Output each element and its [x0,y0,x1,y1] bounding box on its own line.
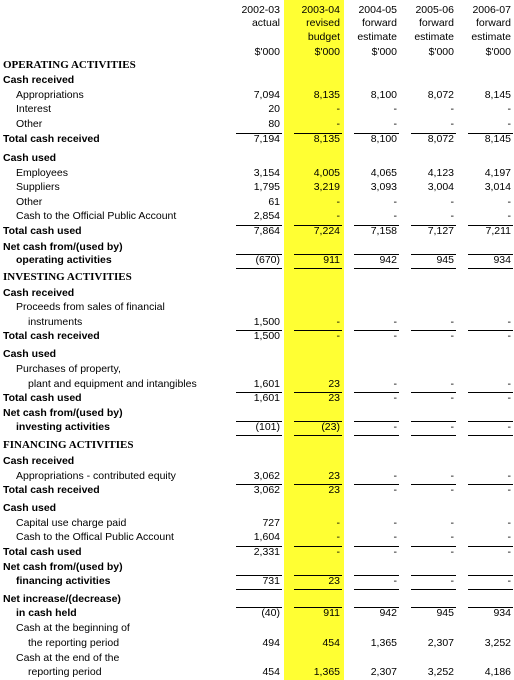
row-value: 945 [436,254,454,266]
row-value: - [450,470,454,482]
row-value: 3,154 [253,167,280,179]
column-header-year: 2006-07 [472,4,511,16]
total-rule [236,225,282,226]
row-value: - [393,470,397,482]
row-value: - [507,378,511,390]
total-rule [236,421,282,422]
row-label: Proceeds from sales of financial [16,301,165,313]
total-rule [294,607,342,608]
row-value: 3,062 [253,484,280,496]
column-header-year: 2004-05 [358,4,397,16]
row-value: - [450,103,454,115]
total-rule [411,330,456,331]
subtotal-rule [236,435,282,436]
row-label: Employees [16,167,68,179]
row-label: Capital use charge paid [16,517,127,529]
row-value: 1,365 [370,637,397,649]
row-value: - [393,316,397,328]
row-value: - [393,531,397,543]
subtotal-rule [294,435,342,436]
row-value: 23 [328,392,340,404]
row-label: OPERATING ACTIVITIES [3,59,136,71]
total-rule [468,575,513,576]
row-value: 911 [323,607,340,619]
row-value: - [393,517,397,529]
row-label: Cash used [3,348,57,360]
row-value: 7,194 [253,133,280,145]
row-value: - [507,546,511,558]
row-value: 3,093 [370,181,397,193]
row-value: 2,331 [253,546,280,558]
row-value: - [393,118,397,130]
row-value: 727 [262,517,280,529]
total-rule [354,330,399,331]
total-rule [236,607,282,608]
row-label: Net cash from/(used by) [3,561,123,573]
row-value: 23 [328,470,340,482]
row-value: - [507,484,511,496]
total-rule [354,254,399,255]
row-value: 3,062 [253,470,280,482]
total-rule [236,133,282,134]
row-value: 3,252 [484,637,511,649]
row-label: instruments [28,316,83,328]
row-label: INVESTING ACTIVITIES [3,271,132,283]
total-rule [411,133,456,134]
row-label: Appropriations - contributed equity [16,470,176,482]
row-value: - [507,196,511,208]
row-label: Net cash from/(used by) [3,407,123,419]
row-label: financing activities [16,575,111,587]
row-label: reporting period [28,666,102,678]
row-value: - [507,118,511,130]
row-value: - [450,575,454,587]
row-value: - [450,392,454,404]
row-label: investing activities [16,421,110,433]
subtotal-rule [236,268,282,269]
total-rule [294,484,342,485]
total-rule [354,546,399,547]
row-value: 8,100 [370,133,397,145]
row-value: 2,307 [427,637,454,649]
subtotal-rule [468,268,513,269]
row-label: Total cash used [3,546,82,558]
row-label: plant and equipment and intangibles [28,378,197,390]
row-label: FINANCING ACTIVITIES [3,439,134,451]
row-value: 8,100 [370,89,397,101]
total-rule [411,225,456,226]
row-value: - [336,517,340,529]
row-value: 2,854 [253,210,280,222]
row-value: 61 [268,196,280,208]
subtotal-rule [411,435,456,436]
total-rule [354,133,399,134]
row-value: - [507,316,511,328]
row-value: - [507,210,511,222]
row-value: 3,252 [427,666,454,678]
subtotal-rule [354,268,399,269]
row-value: 3,014 [484,181,511,193]
subtotal-rule [411,589,456,590]
row-value: 731 [262,575,280,587]
column-header-unit: $'000 [314,46,340,58]
row-value: 7,224 [313,225,340,237]
total-rule [411,575,456,576]
row-value: 454 [322,637,340,649]
total-rule [294,546,342,547]
total-rule [354,421,399,422]
row-value: 7,158 [370,225,397,237]
row-value: 20 [268,103,280,115]
row-value: (23) [321,421,340,433]
row-label: Net cash from/(used by) [3,241,123,253]
row-value: 1,365 [313,666,340,678]
row-value: 3,219 [313,181,340,193]
column-header-unit: $'000 [428,46,454,58]
row-value: - [336,196,340,208]
row-value: - [507,470,511,482]
row-value: - [393,421,397,433]
row-value: 4,186 [484,666,511,678]
subtotal-rule [468,589,513,590]
row-value: 494 [262,637,280,649]
total-rule [236,392,282,393]
row-value: - [507,421,511,433]
row-value: - [393,103,397,115]
row-label: Appropriations [16,89,84,101]
row-value: 934 [493,254,511,266]
row-value: - [450,196,454,208]
row-value: 8,145 [484,133,511,145]
row-value: - [450,546,454,558]
total-rule [411,607,456,608]
subtotal-rule [236,589,282,590]
row-value: 7,211 [485,225,511,237]
subtotal-rule [294,268,342,269]
row-value: - [393,546,397,558]
row-value: 80 [268,118,280,130]
row-label: the reporting period [28,637,120,649]
row-value: - [450,330,454,342]
subtotal-rule [354,589,399,590]
row-value: - [507,392,511,404]
row-value: 7,864 [253,225,280,237]
row-label: Total cash used [3,225,82,237]
row-value: (40) [261,607,280,619]
total-rule [411,546,456,547]
row-value: 1,500 [253,316,280,328]
row-label: Suppliers [16,181,60,193]
row-value: - [336,118,340,130]
column-header-sub2: estimate [414,31,454,43]
row-value: - [507,575,511,587]
total-rule [354,484,399,485]
total-rule [236,330,282,331]
row-value: 4,065 [370,167,397,179]
row-label: Net increase/(decrease) [3,593,121,605]
row-label: Other [16,118,43,130]
row-label: Cash at the beginning of [16,622,130,634]
total-rule [411,254,456,255]
total-rule [468,392,513,393]
row-value: - [450,531,454,543]
total-rule [294,330,342,331]
row-label: Other [16,196,43,208]
row-value: 942 [379,607,397,619]
subtotal-rule [354,435,399,436]
total-rule [354,607,399,608]
row-value: - [450,210,454,222]
row-label: Cash received [3,287,75,299]
column-header-year: 2005-06 [415,4,454,16]
row-value: - [336,316,340,328]
total-rule [468,484,513,485]
total-rule [468,421,513,422]
row-value: - [393,330,397,342]
row-value: 1,601 [253,392,280,404]
row-label: Cash received [3,455,75,467]
row-label: Purchases of property, [16,363,121,375]
column-header-sub1: actual [251,17,280,29]
column-header-sub1: forward [475,17,511,29]
row-value: 23 [328,378,340,390]
row-value: - [450,378,454,390]
total-rule [236,575,282,576]
total-rule [354,225,399,226]
row-value: 23 [328,575,340,587]
column-header-sub2: estimate [471,31,511,43]
row-value: 8,145 [484,89,511,101]
row-value: 4,197 [484,167,511,179]
row-value: - [393,484,397,496]
total-rule [294,133,342,134]
total-rule [468,546,513,547]
total-rule [411,484,456,485]
row-value: - [393,575,397,587]
row-value: - [507,531,511,543]
row-value: (101) [255,421,280,433]
total-rule [468,225,513,226]
total-rule [236,254,282,255]
row-value: - [450,421,454,433]
total-rule [354,392,399,393]
total-rule [294,225,342,226]
total-rule [294,575,342,576]
row-label: Cash to the Official Public Account [16,210,177,222]
row-value: 1,601 [253,378,280,390]
row-value: 3,004 [427,181,454,193]
row-value: - [336,330,340,342]
row-value: 2,307 [370,666,397,678]
row-value: - [507,103,511,115]
column-header-sub1: forward [361,17,397,29]
row-label: Interest [16,103,52,115]
column-header-sub2: estimate [357,31,397,43]
row-value: 8,072 [427,89,454,101]
row-label: Total cash received [3,330,100,342]
column-header-unit: $'000 [371,46,397,58]
total-rule [294,254,342,255]
row-value: - [450,118,454,130]
row-value: 911 [323,254,340,266]
total-rule [354,575,399,576]
subtotal-rule [294,589,342,590]
column-header-year: 2002-03 [241,4,280,16]
row-value: 945 [436,607,454,619]
subtotal-rule [411,268,456,269]
row-label: Cash at the end of the [16,652,120,664]
total-rule [468,133,513,134]
row-value: 8,135 [313,133,340,145]
total-rule [236,546,282,547]
row-value: - [336,531,340,543]
row-label: Cash used [3,502,57,514]
column-header-sub1: forward [418,17,454,29]
row-value: (670) [255,254,280,266]
row-label: Total cash received [3,133,100,145]
row-value: 7,094 [253,89,280,101]
column-header-unit: $'000 [254,46,280,58]
total-rule [294,421,342,422]
row-value: 23 [328,484,340,496]
row-value: - [450,316,454,328]
row-value: - [393,210,397,222]
total-rule [411,421,456,422]
row-label: Total cash received [3,484,100,496]
row-value: - [507,330,511,342]
row-label: Total cash used [3,392,82,404]
row-value: - [393,196,397,208]
row-value: - [393,392,397,404]
row-value: 8,072 [427,133,454,145]
row-value: - [336,210,340,222]
subtotal-rule [468,435,513,436]
row-value: 8,135 [313,89,340,101]
row-value: - [450,484,454,496]
row-value: 4,005 [313,167,340,179]
column-header-unit: $'000 [485,46,511,58]
row-value: - [336,546,340,558]
column-header-sub2: budget [307,31,340,43]
row-value: 1,604 [253,531,280,543]
row-value: - [507,517,511,529]
row-label: Cash to the Offical Public Account [16,531,174,543]
row-value: - [393,378,397,390]
total-rule [236,484,282,485]
row-value: 1,500 [253,330,280,342]
row-value: 934 [493,607,511,619]
row-value: 4,123 [427,167,454,179]
row-label: operating activities [16,254,112,266]
row-value: 942 [379,254,397,266]
total-rule [468,607,513,608]
total-rule [468,330,513,331]
row-value: 1,795 [253,181,280,193]
row-label: Cash received [3,74,75,86]
row-value: - [450,517,454,529]
row-value: 7,127 [427,225,454,237]
total-rule [411,392,456,393]
row-label: in cash held [16,607,77,619]
total-rule [468,254,513,255]
column-header-sub1: revised [306,17,340,29]
row-value: 454 [262,666,280,678]
column-header-year: 2003-04 [301,4,340,16]
row-label: Cash used [3,152,57,164]
row-value: - [336,103,340,115]
total-rule [294,392,342,393]
